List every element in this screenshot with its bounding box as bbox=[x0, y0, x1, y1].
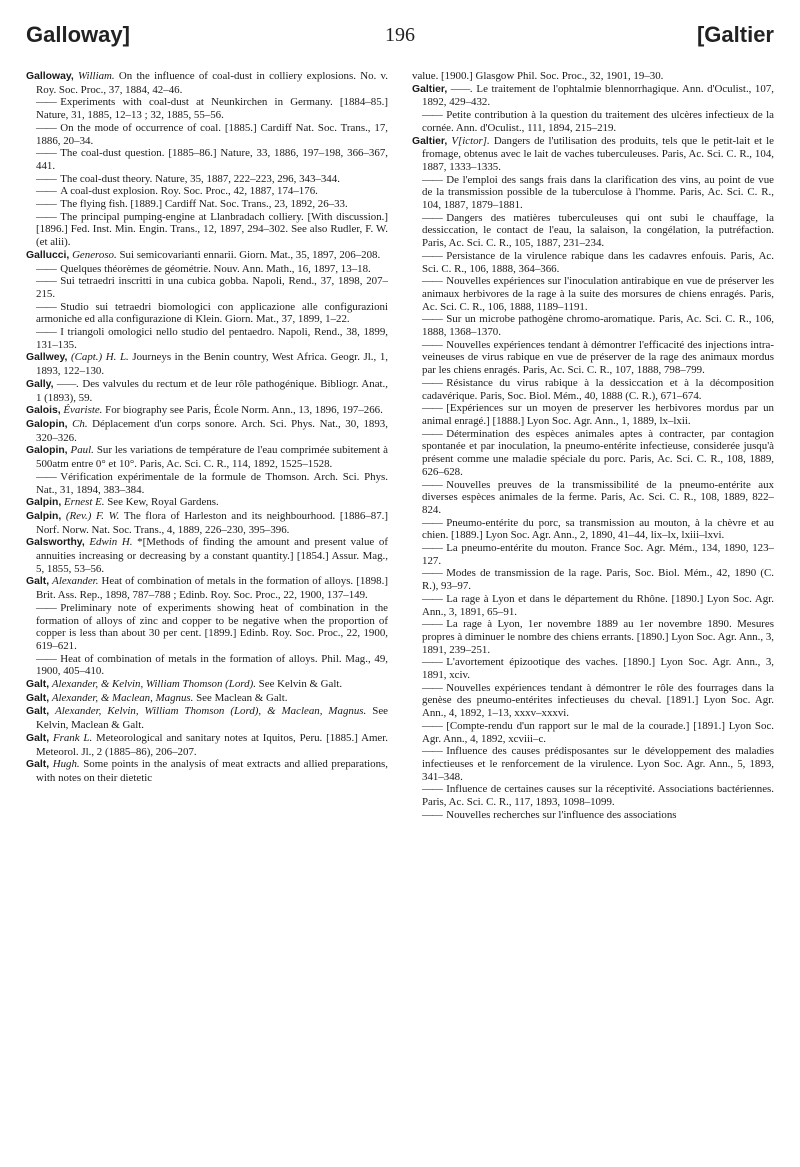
running-head-right: [Galtier bbox=[696, 22, 774, 47]
running-head-left: Galloway] bbox=[26, 22, 130, 47]
entry-author: Galt, bbox=[26, 706, 50, 718]
entry-author-forename: Alexander, & Maclean, Magnus. bbox=[51, 691, 194, 704]
bibliography-entry bbox=[412, 70, 774, 83]
bibliography-entry bbox=[26, 758, 388, 784]
entry-text: Vérification expérimentale de la formule de Thomson. Arch. Sci. Phys. Nat., 31, 1894, 383–384. bbox=[36, 470, 388, 496]
entry-text: See Maclean & Galt. bbox=[196, 691, 288, 704]
bibliography-entry bbox=[26, 575, 388, 601]
bibliography-entry bbox=[26, 418, 388, 444]
bibliography-entry bbox=[412, 809, 774, 822]
entry-author-forename: Alexander, Kelvin, William Thomson (Lord), & Maclean, Magnus. bbox=[55, 705, 367, 718]
page-number: 196 bbox=[385, 24, 415, 46]
entry-text: *[Methods of finding the amount and present value of annuities increasing or decreasing by a constant quantity.] [1854.] Assur. Mag., 5, 1855, 53–56. bbox=[36, 536, 388, 575]
entry-author: Galpin, bbox=[26, 497, 62, 509]
entry-text: Experiments with coal-dust at Neunkirchen in Germany. [1884–85.] Nature, 31, 1885, 12–13 ; 32, 1885, 55–56. bbox=[36, 96, 388, 122]
bibliography-entry bbox=[26, 496, 388, 510]
entry-text: Preliminary note of experiments showing heat of combination in the formation of alloys of zinc and copper to be negative when the proportion of copper is less than about 30 per cent. [1899.] Edinb. Roy. Soc. Proc., 22, 1900, 619–621. bbox=[36, 601, 388, 652]
entry-author: Gallucci, bbox=[26, 249, 70, 261]
entry-text: Détermination des espèces animales aptes à contracter, par contagion spontanée et par inoculation, la pneumo-entérite infectieuse, considerée jusqu'à présent comme une maladie spéciale du porc. Paris, Ac. Sci. C. R., 108, 1889, 626–628. bbox=[422, 427, 774, 478]
entry-text: On the mode of occurrence of coal. [1885.] Cardiff Nat. Soc. Trans., 17, 1886, 20–34. bbox=[36, 121, 388, 147]
entry-text: Nouvelles expériences tendant à démontrer l'efficacité des injections intra-veineuses de virus rabique en vue de préserver de la rage des animaux mordus par les chiens enragés. Paris, Ac. Sci. C. R., 107, 1888, 798–799. bbox=[422, 338, 774, 377]
entry-text: Modes de transmission de la rage. Paris, Soc. Biol. Mém., 42, 1890 (C. R.), 93–97. bbox=[422, 567, 774, 593]
entry-text: value. [1900.] Glasgow Phil. Soc. Proc., 32, 1901, 19–30. bbox=[412, 70, 664, 82]
entry-text: De l'emploi des sangs frais dans la clarification des vins, au point de vue de la transmission possible de la tuberculose à l'homme. Paris, Ac. Sci. C. R., 104, 1887, 1879–1881. bbox=[422, 173, 774, 212]
entry-text: Dangers de l'utilisation des produits, tels que le petit-lait et le fromage, obtenus avec le lait de vaches tuberculeuses. Paris, Ac. Sci. C. R., 104, 1887, 1333–1335. bbox=[422, 134, 774, 173]
entry-author-forename: Ch. bbox=[72, 417, 88, 430]
bibliography-entry bbox=[26, 602, 388, 653]
bibliography-entry bbox=[26, 70, 388, 96]
entry-author: Galtier, bbox=[412, 135, 448, 147]
entry-text: Le traitement de l'ophtalmie blennorrhagique. Ann. d'Oculist., 107, 1892, 429–432. bbox=[422, 82, 774, 109]
entry-text: The flora of Harleston and its neighbourhood. [1886–87.] Norf. Norw. Nat. Soc. Trans., 4, 1889, 226–230, 395–396. bbox=[36, 509, 388, 536]
entry-text: La pneumo-entérite du mouton. France Soc. Agr. Mém., 134, 1890, 123–127. bbox=[422, 542, 774, 567]
bibliography-entry bbox=[412, 339, 774, 377]
bibliography-entry bbox=[412, 377, 774, 402]
entry-author: Galt, bbox=[26, 732, 50, 744]
entry-author: Galt, bbox=[26, 679, 50, 691]
bibliography-entry bbox=[412, 682, 774, 720]
entry-text: Nouvelles expériences tendant à démontrer le rôle des fourrages dans la genèse des pneumo-entérites infectieuses du cheval. [1891.] Lyon Soc. Agr. Ann., 4, 1892, 1–13, xxxv–xxxvi. bbox=[422, 681, 774, 720]
entry-text: La rage à Lyon et dans le département du Rhône. [1890.] Lyon Soc. Agr. Ann., 3, 1891, 65–91. bbox=[422, 592, 774, 618]
bibliography-entry bbox=[412, 174, 774, 212]
entry-text: I triangoli omologici nello studio del pentaedro. Napoli, Rend., 38, 1899, 131–135. bbox=[36, 326, 388, 351]
entry-text: Nouvelles recherches sur l'influence des associations bbox=[446, 808, 677, 821]
bibliography-entry bbox=[412, 428, 774, 479]
bibliography-entry bbox=[26, 198, 388, 211]
entry-text: La rage à Lyon, 1er novembre 1889 au 1er novembre 1890. Mesures propres à diminuer le nombre des chiens errants. [1890.] Lyon Soc. Agr. Ann., 3, 1891, 239–251. bbox=[422, 618, 774, 656]
entry-text: Nouvelles preuves de la transmissibilité de la pneumo-entérite aux diverses espèces animales de la ferme. Paris, Ac. Sci. C. R., 108, 1889, 822–824. bbox=[422, 478, 774, 516]
bibliography-entry bbox=[26, 351, 388, 377]
bibliography-entry bbox=[26, 185, 388, 198]
bibliography-entry bbox=[412, 135, 774, 174]
entry-author-forename: Paul. bbox=[70, 444, 94, 457]
bibliography-entry bbox=[26, 173, 388, 186]
bibliography-entry bbox=[412, 593, 774, 618]
entry-author-forename: Hugh. bbox=[52, 758, 80, 771]
entry-author-forename: William. bbox=[78, 70, 115, 82]
entry-author: Galt, bbox=[26, 759, 50, 771]
entry-author: Galopin, bbox=[26, 445, 68, 457]
entry-text: Influence de certaines causes sur la réceptivité. Associations bactériennes. Paris, Ac. Sci. C. R., 117, 1893, 1098–1099. bbox=[422, 783, 774, 809]
bibliography-entry bbox=[26, 471, 388, 496]
entry-text: On the influence of coal-dust in colliery explosions. No. v. Roy. Soc. Proc., 37, 1884, 42–46. bbox=[36, 70, 388, 96]
entry-text: See Kew, Royal Gardens. bbox=[107, 496, 219, 509]
entry-author-forename: Frank L. bbox=[52, 731, 93, 744]
left-column bbox=[26, 70, 388, 785]
entry-author-forename: Generoso. bbox=[72, 248, 117, 261]
bibliography-entry bbox=[26, 122, 388, 147]
bibliography-entry bbox=[26, 326, 388, 351]
bibliography-entry bbox=[26, 211, 388, 249]
entry-author-forename: ——. bbox=[450, 82, 473, 95]
entry-text: Sui semicovarianti ennarii. Giorn. Mat., 35, 1897, 206–208. bbox=[119, 248, 381, 261]
entry-text: The flying fish. [1889.] Cardiff Nat. Soc. Trans., 23, 1892, 26–33. bbox=[60, 198, 348, 211]
bibliography-entry bbox=[26, 692, 388, 706]
entry-text: Persistance de la virulence rabique dans les cadavres enfouis. Paris, Ac. Sci. C. R., 106, 1888, 364–366. bbox=[422, 249, 774, 275]
entry-author: Galtier, bbox=[412, 83, 448, 95]
entry-text: See Kelvin & Galt. bbox=[258, 678, 343, 691]
bibliography-entry bbox=[412, 83, 774, 109]
entry-author: Galpin, bbox=[26, 510, 62, 522]
entry-text: Déplacement d'un corps sonore. Arch. Sci. Phys. Nat., 30, 1893, 320–326. bbox=[36, 417, 388, 444]
entry-text: The coal-dust question. [1885–86.] Nature, 33, 1886, 197–198, 366–367, 441. bbox=[36, 147, 388, 172]
entry-author: Galopin, bbox=[26, 418, 68, 430]
bibliography-entry bbox=[26, 653, 388, 678]
entry-author: Gallwey, bbox=[26, 352, 68, 364]
entry-text: Sur les variations de température de l'eau comprimée subitement à 500atm entre 0° et 10°. Paris, Ac. Sci. C. R., 114, 1892, 1525–1528. bbox=[36, 444, 388, 471]
entry-author: Galois, bbox=[26, 405, 61, 417]
entry-text: Résistance du virus rabique à la dessiccation et à la décomposition cadavérique. Paris, Soc. Biol. Mém., 40, 1888 (C. R.), 671–674. bbox=[422, 376, 774, 402]
bibliography-entry bbox=[412, 212, 774, 250]
entry-text: Petite contribution à la question du traitement des ulcères infectieux de la cornée. Ann. d'Oculist., 111, 1894, 215–219. bbox=[422, 109, 774, 134]
bibliography-entry bbox=[412, 109, 774, 134]
bibliography-entry bbox=[26, 275, 388, 300]
bibliography-entry bbox=[412, 402, 774, 427]
bibliography-entry bbox=[26, 378, 388, 404]
bibliography-entry bbox=[412, 745, 774, 783]
entry-author: Gally, bbox=[26, 378, 54, 390]
entry-text: Influence des causes prédisposantes sur le développement des maladies infectieuses et le renforcement de la virulence. Lyon Soc. Agr. Ann., 5, 1893, 341–348. bbox=[422, 745, 774, 783]
bibliography-entry bbox=[412, 656, 774, 681]
entry-text: Sui tetraedri inscritti in una cubica gobba. Napoli, Rend., 37, 1898, 207–215. bbox=[36, 275, 388, 300]
entry-text: Studio sui tetraedri biomologici con applicazione alle configurazioni armoniche ed alla configurazione di Klein. Giorn. Mat., 37, 1899, 1–22. bbox=[36, 300, 388, 326]
entry-author: Galsworthy, bbox=[26, 537, 85, 549]
entry-text: Sur un microbe pathogène chromo-aromatique. Paris, Ac. Sci. C. R., 106, 1888, 1368–1370. bbox=[422, 313, 774, 339]
entry-author: Galt, bbox=[26, 692, 50, 704]
bibliography-entry bbox=[26, 147, 388, 172]
bibliography-entry bbox=[26, 404, 388, 418]
entry-text: The principal pumping-engine at Llanbradach colliery. [With discussion.] [1896.] Fed. Inst. Min. Engin. Trans., 12, 1897, 294–302. See also Rudler, F. W. (et alii). bbox=[36, 210, 388, 249]
entry-author-forename: (Rev.) F. W. bbox=[65, 509, 120, 522]
bibliography-entry bbox=[412, 250, 774, 275]
bibliography-entry bbox=[412, 542, 774, 567]
entry-author-forename: (Capt.) H. L. bbox=[71, 351, 129, 364]
bibliography-entry bbox=[412, 517, 774, 542]
entry-author-forename: ——. bbox=[56, 377, 79, 390]
entry-text: Pneumo-entérite du porc, sa transmission au mouton, à la chèvre et au chien. [1889.] Lyon Soc. Agr. Ann., 2, 1890, 41–44, lix–lx, lxiii–lxvi. bbox=[422, 516, 774, 542]
bibliography-entry bbox=[26, 444, 388, 470]
entry-author-forename: V[ictor]. bbox=[451, 134, 490, 147]
entry-text: Journeys in the Benin country, West Africa. Geogr. Jl., 1, 1893, 122–130. bbox=[36, 351, 388, 378]
entry-text: A coal-dust explosion. Roy. Soc. Proc., 42, 1887, 174–176. bbox=[60, 185, 318, 198]
entry-text: L'avortement épizootique des vaches. [1890.] Lyon Soc. Agr. Ann., 3, 1891, xciv. bbox=[422, 656, 774, 682]
bibliography-entry bbox=[26, 96, 388, 121]
bibliography-entry bbox=[26, 510, 388, 536]
bibliography-entry bbox=[412, 720, 774, 745]
entry-text: The coal-dust theory. Nature, 35, 1887, 222–223, 296, 343–344. bbox=[60, 172, 340, 185]
bibliography-entry bbox=[412, 567, 774, 592]
entry-text: Des valvules du rectum et de leur rôle pathogénique. Bibliogr. Anat., 1 (1893), 59. bbox=[36, 377, 388, 404]
entry-author-forename: Ernest E. bbox=[63, 496, 105, 509]
bibliography-entry bbox=[26, 249, 388, 263]
entry-text: Some points in the analysis of meat extracts and allied preparations, with notes on their dietetic bbox=[36, 758, 388, 784]
bibliography-entry bbox=[412, 618, 774, 656]
page-header bbox=[26, 20, 774, 54]
bibliography-entry bbox=[412, 275, 774, 313]
entry-text: Heat of combination of metals in the formation of alloys. [1898.] Brit. Ass. Rep., 1898, 787–788 ; Edinb. Roy. Soc. Proc., 22, 1900, 137–149. bbox=[36, 575, 388, 602]
bibliography-entry bbox=[26, 732, 388, 758]
bibliography-entry bbox=[26, 536, 388, 575]
entry-author-forename: Évariste. bbox=[63, 404, 103, 417]
entry-author-forename: Alexander, & Kelvin, William Thomson (Lord). bbox=[51, 678, 256, 691]
entry-author-forename: Edwin H. bbox=[89, 536, 133, 549]
entry-text: [Compte-rendu d'un rapport sur le mal de la courade.] [1891.] Lyon Soc. Agr. Ann., 4, 1892, xcviii–c. bbox=[422, 719, 774, 745]
entry-text: Meteorological and sanitary notes at Iquitos, Peru. [1885.] Amer. Meteorol. Jl., 2 (1885–86), 206–207. bbox=[36, 731, 388, 758]
bibliography-entry bbox=[412, 479, 774, 517]
entry-author: Galloway, bbox=[26, 71, 74, 82]
bibliography-entry bbox=[412, 313, 774, 338]
entry-text: Quelques théorèmes de géométrie. Nouv. Ann. Math., 16, 1897, 13–18. bbox=[60, 262, 371, 275]
bibliography-entry bbox=[412, 783, 774, 808]
entry-author: Galt, bbox=[26, 576, 50, 588]
entry-text: Nouvelles expériences sur l'inoculation antirabique en vue de préserver les animaux herbivores de la rage à la suite des morsures de chiens enragés. Paris, Ac. Sci. C. R., 106, 1888, 1189–1191. bbox=[422, 275, 774, 313]
entry-text: Heat of combination of metals in the formation of alloys. Phil. Mag., 49, 1900, 405–410. bbox=[36, 652, 388, 678]
bibliography-entry bbox=[26, 705, 388, 731]
right-column bbox=[412, 70, 774, 821]
bibliography-entry bbox=[26, 301, 388, 326]
entry-author-forename: Alexander. bbox=[52, 575, 99, 588]
entry-text: Dangers des matières tuberculeuses qui ont subi le chauffage, la dessiccation, le contact de l'eau, la salaison, la congélation, la putréfaction. Paris, Ac. Sci. C. R., 105, 1887, 231–234. bbox=[422, 211, 774, 250]
entry-text: For biography see Paris, École Norm. Ann., 13, 1896, 197–266. bbox=[105, 404, 383, 417]
entry-text: [Expériences sur un moyen de preserver les herbivores mordus par un animal enragé.] [1888.] Lyon Soc. Agr. Ann., 1, 1889, lx–lxii. bbox=[422, 402, 774, 427]
entry-text: See Kelvin, Maclean & Galt. bbox=[36, 705, 389, 732]
bibliography-entry bbox=[26, 678, 388, 692]
bibliography-entry bbox=[26, 263, 388, 276]
